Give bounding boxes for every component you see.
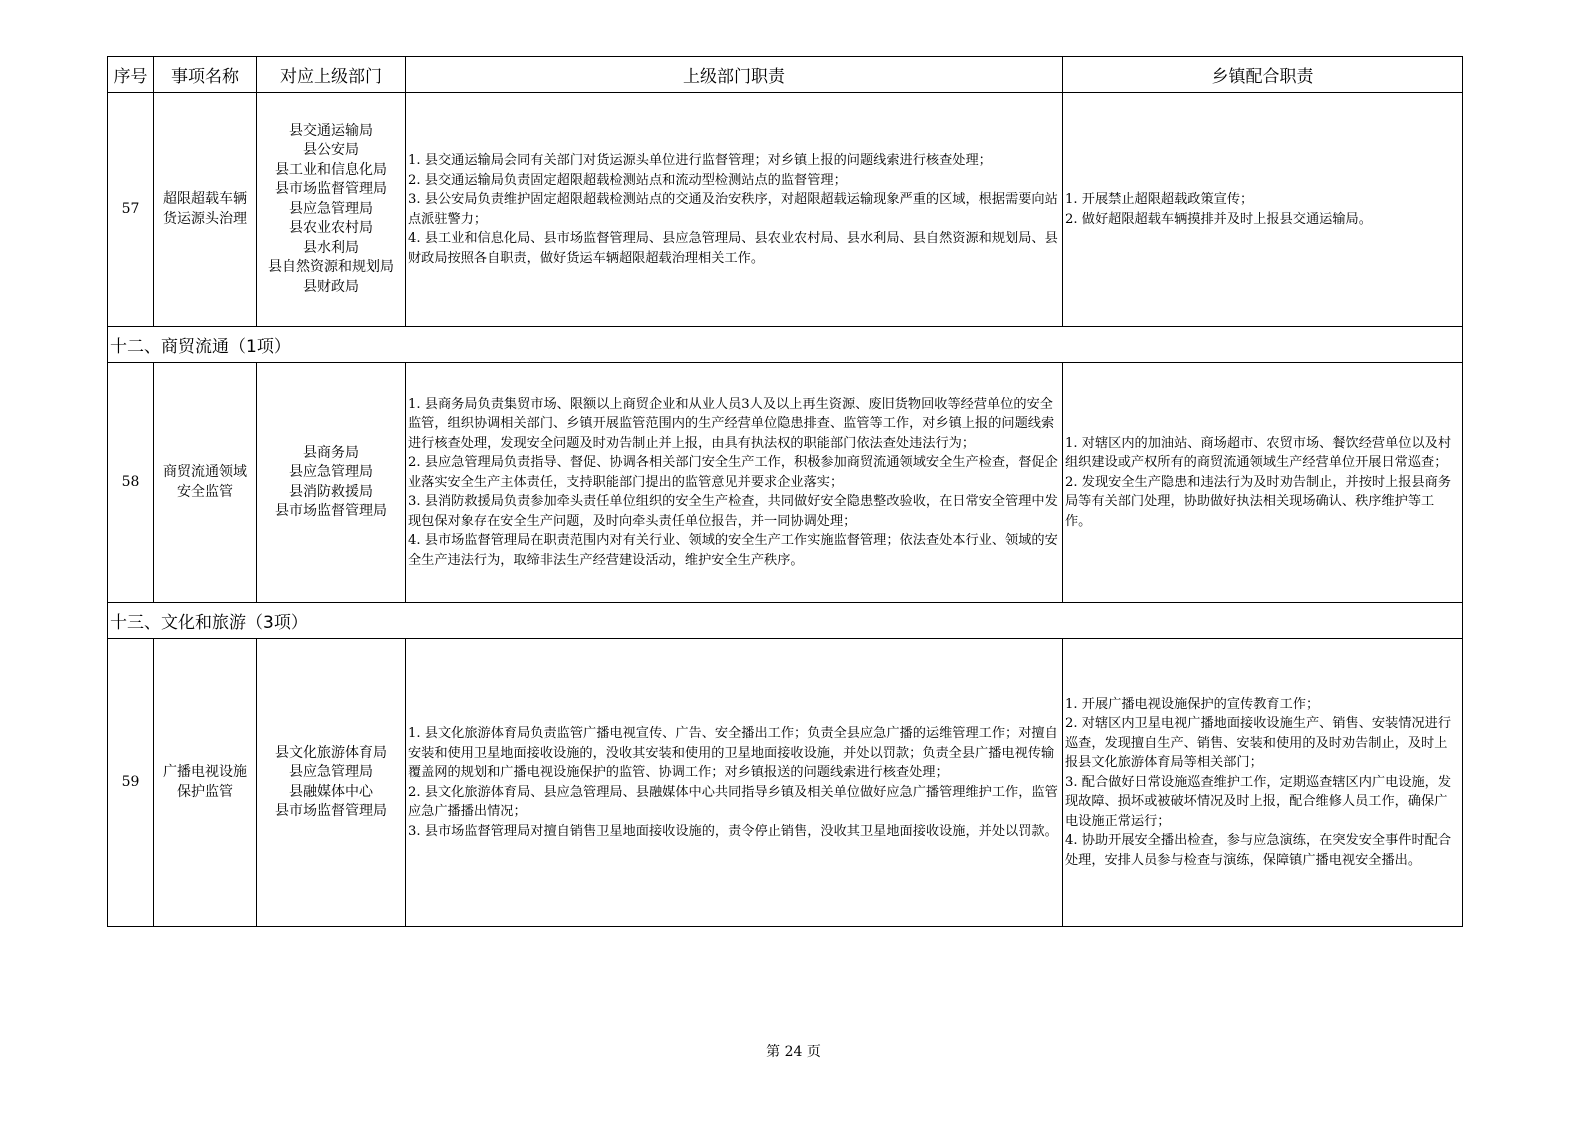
township-duty-paragraph: 2. 做好超限超载车辆摸排并及时上报县交通运输局。 [1065,211,1372,227]
duty-paragraph: 2. 县文化旅游体育局、县应急管理局、县融媒体中心共同指导乡镇及相关单位做好应急广播管理维护工作，监管应急广播播出情况； [408,784,1058,819]
department-name: 县市场监督管理局 [275,803,387,819]
department-name: 县自然资源和规划局 [268,259,394,276]
department-name: 县应急管理局 [289,200,373,217]
cell-item-name [154,93,257,327]
cell-superior-duty [406,363,1063,603]
duty-paragraph: 3. 县公安局负责维护固定超限超载检测站点的交通及治安秩序，对超限超载运输现象严重的区域，根据需要向站点派驻警力； [408,192,1058,227]
section-header-row [108,327,1463,363]
department-name: 县文化旅游体育局 [275,744,387,761]
duty-paragraph: 2. 县交通运输局负责固定超限超载检测站点和流动型检测站点的监督管理； [408,172,847,188]
township-duty-paragraph: 4. 协助开展安全播出检查，参与应急演练，在突发安全事件时配合处理，安排人员参与检查与演练，保障镇广播电视安全播出。 [1065,833,1452,868]
table-row [108,639,1463,927]
department-name: 县市场监督管理局 [275,181,387,198]
cell-item-name [154,363,257,603]
duty-paragraph: 2. 县应急管理局负责指导、督促、协调各相关部门安全生产工作，积极参加商贸流通领域安全生产检查，督促企业落实安全生产主体责任，支持职能部门提出的监管意见并要求企业落实； [408,455,1058,490]
item-name-line: 货运源头治理 [163,210,247,227]
department-name: 县融媒体中心 [289,783,373,800]
section-title: 十二、商贸流通（1项） [108,327,1463,363]
item-name-line: 广播电视设施 [163,764,247,780]
department-name: 县财政局 [303,278,359,295]
cell-departments [257,363,406,603]
department-name: 县交通运输局 [289,122,373,139]
township-duty-paragraph: 1. 开展广播电视设施保护的宣传教育工作； [1065,696,1320,712]
township-duty-paragraph: 3. 配合做好日常设施巡查维护工作，定期巡查辖区内广电设施，发现故障、损坏或被破坏情况及时上报，配合维修人员工作，确保广电设施正常运行； [1065,774,1452,829]
table-header-row [108,57,1463,93]
cell-superior-duty [406,639,1063,927]
cell-township-duty [1063,363,1463,603]
item-name-line: 商贸流通领域 [163,464,247,480]
cell-departments [257,639,406,927]
township-duty-paragraph: 1. 对辖区内的加油站、商场超市、农贸市场、餐饮经营单位以及村组织建设或产权所有的商贸流通领域生产经营单位开展日常巡查； [1065,435,1452,471]
item-name-line: 安全监管 [177,483,233,500]
department-name: 县工业和信息化局 [275,161,387,178]
cell-departments [257,93,406,327]
department-name: 县商务局 [303,444,359,461]
cell-item-name [154,639,257,927]
header-item: 事项名称 [154,57,257,93]
duty-paragraph: 1. 县文化旅游体育局负责监管广播电视宣传、广告、安全播出工作；负责全县应急广播的运维管理工作；对擅自安装和使用卫星地面接收设施的，没收其安装和使用的卫星地面接收设施，并处以罚款；负责全县广播电视传输覆盖网的规划和广播电视设施保护的监管、协调工作；对乡镇报送的问题线索进行核查处理； [408,726,1058,780]
cell-seq: 58 [108,363,154,603]
table-body [108,93,1463,927]
header-dept: 对应上级部门 [257,57,406,93]
responsibility-table [107,56,1463,927]
header-duty: 上级部门职责 [406,57,1063,93]
header-seq: 序号 [108,57,154,93]
cell-township-duty [1063,639,1463,927]
department-name: 县农业农村局 [289,220,373,237]
table-row [108,93,1463,327]
section-title: 十三、文化和旅游（3项） [108,603,1463,639]
duty-paragraph: 1. 县商务局负责集贸市场、限额以上商贸企业和从业人员3人及以上再生资源、废旧货物回收等经营单位的安全监管，组织协调相关部门、乡镇开展监管范围内的生产经营单位隐患排查、监管等工作，对乡镇上报的问题线索进行核查处理，发现安全问题及时劝告制止并上报，由具有执法权的职能部门依法查处违法行为； [408,396,1055,451]
cell-superior-duty [406,93,1063,327]
cell-seq: 57 [108,93,154,327]
item-name-line: 超限超载车辆 [163,191,247,207]
township-duty-paragraph: 1. 开展禁止超限超载政策宣传； [1065,192,1254,207]
header-town: 乡镇配合职责 [1063,57,1463,93]
duty-paragraph: 3. 县市场监督管理局对擅自销售卫星地面接收设施的，责令停止销售，没收其卫星地面接收设施，并处以罚款。 [408,823,1058,839]
township-duty-paragraph: 2. 对辖区内卫星电视广播地面接收设施生产、销售、安装情况进行巡查，发现擅自生产、销售、安装和使用的及时劝告制止，及时上报县文化旅游体育局等相关部门； [1065,716,1452,771]
table-row [108,363,1463,603]
duty-paragraph: 3. 县消防救援局负责参加牵头责任单位组织的安全生产检查，共同做好安全隐患整改验收，在日常安全管理中发现包保对象存在安全生产问题，及时向牵头责任单位报告，并一同协调处理； [408,494,1058,529]
duty-paragraph: 4. 县工业和信息化局、县市场监督管理局、县应急管理局、县农业农村局、县水利局、县自然资源和规划局、县财政局按照各自职责，做好货运车辆超限超载治理相关工作。 [408,231,1058,266]
page-number: 第 24 页 [766,1044,821,1060]
section-header-row [108,603,1463,639]
department-name: 县应急管理局 [289,764,373,780]
township-duty-paragraph: 2. 发现安全生产隐患和违法行为及时劝告制止，并按时上报县商务局等有关部门处理，协助做好执法相关现场确认、秩序维护等工作。 [1065,474,1452,529]
duty-paragraph: 4. 县市场监督管理局在职责范围内对有关行业、领域的安全生产工作实施监督管理；依法查处本行业、领域的安全生产违法行为，取缔非法生产经营建设活动，维护安全生产秩序。 [408,533,1058,568]
item-name-line: 保护监管 [177,783,233,800]
department-name: 县消防救援局 [289,483,373,500]
duty-paragraph: 1. 县交通运输局会同有关部门对货运源头单位进行监督管理；对乡镇上报的问题线索进行核查处理； [408,153,992,168]
department-name: 县公安局 [303,142,359,159]
cell-seq: 59 [108,639,154,927]
department-name: 县水利局 [303,239,359,256]
department-name: 县应急管理局 [289,464,373,480]
department-name: 县市场监督管理局 [275,503,387,519]
cell-township-duty [1063,93,1463,327]
